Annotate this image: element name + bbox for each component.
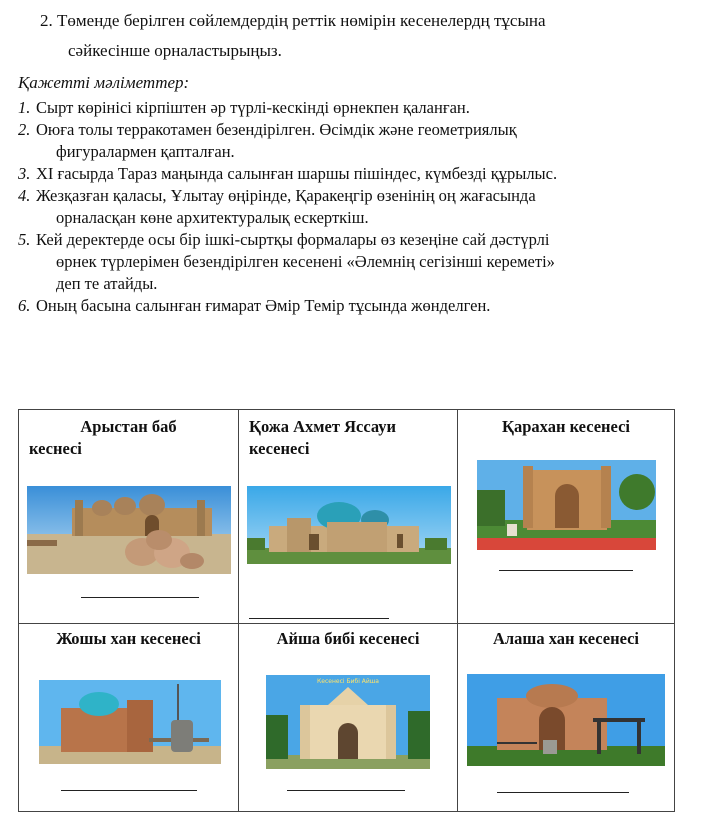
info-item-text: орналасқан көне архитектуралық ескерткіш.	[56, 208, 369, 227]
info-item-text: Жезқазған қаласы, Ұлытау өңірінде, Қаракеңгір өзенінің оң жағасында	[36, 186, 536, 205]
cell-title: Қарахан кесенесі	[502, 417, 630, 436]
alasha-khan-photo	[467, 674, 665, 766]
answer-blank[interactable]	[61, 790, 197, 791]
info-item-6	[18, 295, 708, 317]
task-instruction	[40, 6, 700, 66]
mausoleum-table	[18, 409, 675, 812]
info-item-text: Кей деректерде осы бір ішкі-сыртқы формалары өз кезеңіне сай дәстүрлі	[36, 230, 550, 249]
info-item-text: Оның басына салынған ғимарат Әмір Темір тұсында жөнделген.	[36, 296, 491, 315]
info-item-number: 6.	[18, 296, 31, 315]
info-item-number: 5.	[18, 230, 31, 249]
info-item-text: деп те атайды.	[56, 274, 158, 293]
task-line-1: 2. Төменде берілген сөйлемдердің реттік нөмірін кесенелердң тұсына	[40, 11, 546, 30]
task-line-2: сәйкесінше орналастырыңыз.	[68, 41, 282, 60]
info-list	[18, 97, 708, 317]
cell-title: Айша бибі кесенесі	[276, 629, 420, 648]
info-item-text: Сырт көрінісі кірпіштен әр түрлі-кескінді өрнекпен қаланған.	[36, 98, 470, 117]
karakhan-photo	[477, 460, 656, 550]
answer-blank[interactable]	[499, 570, 633, 571]
info-item-text: өрнек түрлерімен безендірілген кесенені «Әлемнің сегізінші кереметі»	[56, 252, 555, 271]
info-item-1	[18, 97, 708, 119]
cell-title: Қожа Ахмет Яссауи кесенесі	[249, 417, 397, 458]
info-item-number: 2.	[18, 120, 31, 139]
answer-blank[interactable]	[81, 597, 199, 598]
cell-zhoshy-khan	[19, 624, 239, 812]
required-info-heading: Қажетті мәліметтер:	[18, 73, 190, 92]
answer-blank[interactable]	[287, 790, 405, 791]
info-item-number: 4.	[18, 186, 31, 205]
yasawi-photo	[247, 486, 451, 564]
cell-title: Жошы хан кесенесі	[56, 629, 201, 648]
info-item-2	[18, 119, 708, 163]
arystan-bab-photo	[27, 486, 231, 574]
info-item-text: Оюға толы терракотамен безендірілген. Өсімдік және геометриялық	[36, 120, 517, 139]
cell-aisha-bibi	[239, 624, 458, 812]
zhoshy-khan-photo	[39, 680, 221, 764]
aisha-bibi-photo	[266, 675, 430, 769]
info-item-number: 1.	[18, 98, 31, 117]
info-item-number: 3.	[18, 164, 31, 183]
cell-karakhan	[458, 410, 675, 624]
answer-blank[interactable]	[497, 792, 629, 793]
photo-caption: Кесенесі Бибі Айша	[317, 678, 379, 685]
cell-title: Алаша хан кесенесі	[492, 629, 640, 648]
info-item-text: ХІ ғасырда Тараз маңында салынған шаршы пішіндес, күмбезді құрылыс.	[36, 164, 558, 183]
cell-alasha-khan	[458, 624, 675, 812]
info-item-text: фигуралармен қапталған.	[56, 142, 235, 161]
info-item-3	[18, 163, 708, 185]
cell-arystan-bab	[19, 410, 239, 624]
info-item-4	[18, 185, 708, 229]
info-item-5	[18, 229, 708, 295]
answer-blank[interactable]	[249, 618, 389, 619]
cell-khoja-ahmed-yasawi	[239, 410, 458, 624]
cell-title: Арыстан баб кеснесі	[29, 417, 177, 458]
